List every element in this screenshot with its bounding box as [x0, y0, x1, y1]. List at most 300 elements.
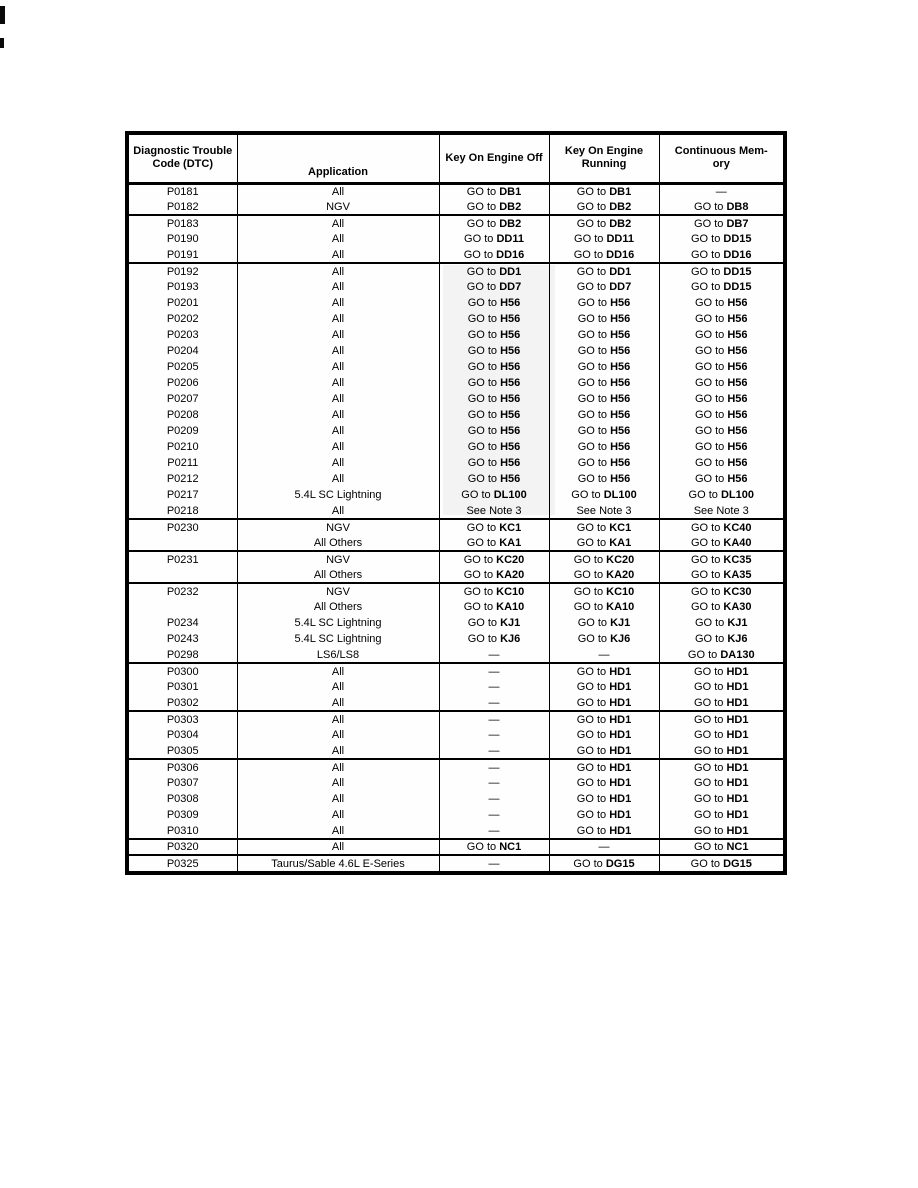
go-to-text: GO to — [694, 793, 727, 805]
cell-dtc: P0181 — [166, 185, 199, 198]
table-row — [129, 695, 783, 711]
cell-continuous-memory — [659, 343, 783, 359]
target-code: H56 — [500, 377, 521, 389]
cell-application: NGV — [237, 551, 439, 567]
cell-application: All — [237, 807, 439, 823]
cell-key-on-engine-off — [439, 487, 549, 503]
cell-key-on-engine-off — [439, 631, 549, 647]
cell-key-on-engine-running — [549, 727, 659, 743]
target-code: DB2 — [499, 200, 522, 213]
target-code: HD1 — [726, 696, 749, 709]
target-code: H56 — [500, 313, 521, 325]
cell-continuous-memory — [659, 471, 783, 487]
cell-key-on-engine-running — [549, 359, 659, 375]
go-to-text: GO to — [576, 696, 610, 709]
cell-key-on-engine-off — [439, 711, 549, 727]
cell-application: All — [237, 263, 439, 279]
target-code: KA10 — [606, 601, 635, 613]
table-row — [129, 407, 783, 423]
go-to-text: GO to — [463, 601, 497, 613]
cell-continuous-memory — [659, 295, 783, 311]
cell-key-on-engine-off — [439, 295, 549, 311]
go-to-text: GO to — [694, 729, 727, 741]
table-row — [129, 327, 783, 343]
target-code: KA1 — [609, 536, 632, 549]
cell-dtc: P0234 — [166, 617, 199, 629]
go-to-text: GO to — [576, 200, 610, 213]
cell-key-on-engine-running — [549, 535, 659, 551]
table-row — [129, 519, 783, 535]
cell-application: All — [237, 439, 439, 455]
table-row — [129, 839, 783, 855]
cell-dtc: P0192 — [166, 265, 199, 278]
go-to-text: GO to — [694, 761, 727, 774]
cell-key-on-engine-off — [439, 759, 549, 775]
target-code: KA10 — [496, 601, 525, 613]
cell-key-on-engine-running — [549, 215, 659, 231]
cell-key-on-engine-running — [549, 647, 659, 663]
cell-text: — — [488, 824, 500, 837]
cell-key-on-engine-off — [439, 599, 549, 615]
cell-continuous-memory — [659, 183, 783, 199]
target-code: KJ6 — [610, 633, 631, 645]
go-to-text: GO to — [694, 297, 728, 309]
cell-text: — — [488, 648, 500, 661]
cell-key-on-engine-running — [549, 391, 659, 407]
cell-application: All — [237, 839, 439, 855]
cell-text: — — [598, 648, 610, 661]
cell-dtc: P0303 — [166, 713, 199, 726]
table-row — [129, 279, 783, 295]
cell-application: NGV — [237, 519, 439, 535]
target-code: DG15 — [723, 857, 752, 870]
cell-application: All Others — [237, 535, 439, 551]
go-to-text: GO to — [467, 457, 501, 469]
go-to-text: GO to — [467, 329, 501, 341]
target-code: H56 — [610, 329, 631, 341]
target-code: DB2 — [499, 217, 522, 230]
cell-text: — — [488, 744, 500, 757]
go-to-text: GO to — [694, 457, 728, 469]
target-code: KJ1 — [727, 617, 748, 629]
cell-application: All — [237, 743, 439, 759]
go-to-text: GO to — [576, 217, 610, 230]
cell-application: All — [237, 423, 439, 439]
target-code: H56 — [500, 345, 521, 357]
target-code: DB2 — [609, 200, 632, 213]
cell-key-on-engine-off — [439, 407, 549, 423]
cell-application: All — [237, 759, 439, 775]
cell-key-on-engine-running — [549, 775, 659, 791]
cell-text: — — [598, 841, 610, 853]
go-to-text: GO to — [694, 217, 727, 230]
go-to-text: GO to — [577, 409, 611, 421]
table-row — [129, 631, 783, 647]
cell-application: All Others — [237, 567, 439, 583]
cell-dtc: P0308 — [166, 793, 199, 805]
cell-key-on-engine-running — [549, 407, 659, 423]
cell-key-on-engine-running — [549, 343, 659, 359]
go-to-text: GO to — [467, 345, 501, 357]
go-to-text: GO to — [690, 281, 724, 293]
cell-application: LS6/LS8 — [237, 647, 439, 663]
target-code: KC20 — [606, 553, 635, 566]
cell-application: All — [237, 695, 439, 711]
cell-key-on-engine-off — [439, 455, 549, 471]
cell-dtc: P0217 — [166, 489, 199, 501]
cell-dtc: P0212 — [166, 473, 199, 485]
target-code: H56 — [610, 361, 631, 373]
cell-text: — — [488, 696, 500, 709]
target-code: KC40 — [723, 521, 752, 534]
dtc-group — [129, 711, 783, 759]
target-code: HD1 — [609, 809, 632, 821]
go-to-text: GO to — [694, 617, 728, 629]
target-code: DB1 — [499, 185, 522, 198]
cell-key-on-engine-off — [439, 855, 549, 871]
cell-continuous-memory — [659, 839, 783, 855]
target-code: HD1 — [609, 729, 632, 741]
target-code: H56 — [610, 377, 631, 389]
target-code: HD1 — [609, 824, 632, 837]
target-code: DD7 — [609, 281, 632, 293]
cell-application: All — [237, 391, 439, 407]
go-to-text: GO to — [690, 265, 724, 278]
cell-continuous-memory — [659, 279, 783, 295]
target-code: DL100 — [493, 489, 527, 501]
dtc-group — [129, 759, 783, 839]
cell-key-on-engine-running — [549, 423, 659, 439]
cell-application: All — [237, 471, 439, 487]
target-code: H56 — [610, 457, 631, 469]
cell-text: See Note 3 — [466, 504, 522, 517]
target-code: KA20 — [496, 568, 525, 581]
cell-continuous-memory — [659, 391, 783, 407]
target-code: DD15 — [723, 265, 752, 278]
target-code: H56 — [727, 313, 748, 325]
cell-key-on-engine-off — [439, 679, 549, 695]
cell-key-on-engine-off — [439, 503, 549, 519]
target-code: HD1 — [726, 809, 749, 821]
go-to-text: GO to — [576, 729, 610, 741]
cell-continuous-memory — [659, 199, 783, 215]
cell-dtc: P0207 — [166, 393, 199, 405]
cell-continuous-memory — [659, 679, 783, 695]
cell-continuous-memory — [659, 567, 783, 583]
target-code: KC1 — [609, 521, 632, 534]
target-code: H56 — [727, 345, 748, 357]
go-to-text: GO to — [463, 585, 497, 598]
cell-dtc: P0298 — [166, 648, 199, 661]
go-to-text: GO to — [467, 393, 501, 405]
cell-key-on-engine-running — [549, 631, 659, 647]
target-code: H56 — [500, 441, 521, 453]
table-row — [129, 807, 783, 823]
go-to-text: GO to — [694, 345, 728, 357]
cell-key-on-engine-running — [549, 855, 659, 871]
cell-continuous-memory — [659, 327, 783, 343]
cell-continuous-memory — [659, 711, 783, 727]
target-code: DD16 — [606, 248, 635, 261]
target-code: KA35 — [723, 568, 752, 581]
cell-key-on-engine-running — [549, 519, 659, 535]
cell-key-on-engine-off — [439, 727, 549, 743]
table-row — [129, 759, 783, 775]
dtc-table-frame — [125, 131, 787, 875]
cell-continuous-memory — [659, 855, 783, 871]
cell-continuous-memory — [659, 583, 783, 599]
table-row — [129, 567, 783, 583]
table-row — [129, 455, 783, 471]
table-row — [129, 663, 783, 679]
cell-dtc: P0232 — [166, 585, 199, 598]
target-code: KC35 — [723, 553, 752, 566]
cell-dtc: P0307 — [166, 777, 199, 789]
cell-key-on-engine-running — [549, 615, 659, 631]
target-code: HD1 — [609, 681, 632, 693]
go-to-text: GO to — [573, 585, 607, 598]
cell-key-on-engine-off — [439, 359, 549, 375]
target-code: H56 — [727, 425, 748, 437]
cell-application: All — [237, 775, 439, 791]
cell-key-on-engine-running — [549, 663, 659, 679]
go-to-text: GO to — [690, 233, 724, 245]
go-to-text: GO to — [576, 185, 610, 198]
cell-key-on-engine-running — [549, 199, 659, 215]
target-code: H56 — [500, 329, 521, 341]
cell-dtc: P0306 — [166, 761, 199, 774]
cell-key-on-engine-off — [439, 215, 549, 231]
cell-application: All — [237, 823, 439, 839]
cell-text: — — [488, 857, 500, 870]
cell-key-on-engine-running — [549, 311, 659, 327]
target-code: DD15 — [723, 281, 752, 293]
go-to-text: GO to — [461, 489, 494, 501]
table-row — [129, 183, 783, 199]
cell-key-on-engine-off — [439, 839, 549, 855]
target-code: DB7 — [726, 217, 749, 230]
table-row — [129, 855, 783, 871]
cell-dtc: P0193 — [166, 281, 199, 293]
go-to-text: GO to — [577, 473, 611, 485]
go-to-text: GO to — [463, 248, 497, 261]
go-to-text: GO to — [576, 713, 610, 726]
go-to-text: GO to — [576, 281, 610, 293]
cell-application: All Others — [237, 599, 439, 615]
cell-continuous-memory — [659, 807, 783, 823]
go-to-text: GO to — [694, 377, 728, 389]
cell-dtc: P0191 — [166, 248, 199, 261]
table-row — [129, 215, 783, 231]
target-code: H56 — [610, 297, 631, 309]
target-code: KA20 — [606, 568, 635, 581]
go-to-text: GO to — [690, 585, 724, 598]
cell-key-on-engine-running — [549, 695, 659, 711]
cell-key-on-engine-off — [439, 663, 549, 679]
target-code: HD1 — [609, 696, 632, 709]
cell-dtc: P0325 — [166, 857, 199, 870]
target-code: H56 — [727, 329, 748, 341]
table-row — [129, 711, 783, 727]
cell-continuous-memory — [659, 823, 783, 839]
cell-key-on-engine-off — [439, 311, 549, 327]
dtc-group — [129, 583, 783, 663]
cell-continuous-memory — [659, 775, 783, 791]
cell-application: All — [237, 279, 439, 295]
target-code: HD1 — [726, 713, 749, 726]
target-code: H56 — [727, 297, 748, 309]
cell-dtc: P0301 — [166, 681, 199, 693]
target-code: H56 — [727, 457, 748, 469]
cell-text: — — [488, 761, 500, 774]
go-to-text: GO to — [687, 648, 721, 661]
cell-dtc: P0230 — [166, 521, 199, 534]
go-to-text: GO to — [694, 809, 727, 821]
cell-dtc: P0206 — [166, 377, 199, 389]
go-to-text: GO to — [577, 633, 611, 645]
go-to-text: GO to — [694, 696, 727, 709]
cell-dtc: P0231 — [166, 553, 199, 566]
cell-continuous-memory — [659, 551, 783, 567]
cell-continuous-memory — [659, 599, 783, 615]
cell-key-on-engine-off — [439, 551, 549, 567]
target-code: HD1 — [609, 777, 632, 789]
cell-continuous-memory — [659, 439, 783, 455]
go-to-text: GO to — [690, 568, 724, 581]
target-code: KJ1 — [500, 617, 521, 629]
target-code: KA40 — [723, 536, 752, 549]
cell-text: — — [488, 681, 500, 693]
cell-continuous-memory — [659, 535, 783, 551]
cell-key-on-engine-running — [549, 231, 659, 247]
go-to-text: GO to — [576, 824, 610, 837]
go-to-text: GO to — [577, 425, 611, 437]
cell-continuous-memory — [659, 311, 783, 327]
header-row — [129, 135, 783, 183]
cell-key-on-engine-off — [439, 695, 549, 711]
go-to-text: GO to — [694, 841, 727, 853]
target-code: H56 — [610, 345, 631, 357]
cell-dtc: P0309 — [166, 809, 199, 821]
cell-application: All — [237, 215, 439, 231]
go-to-text: GO to — [690, 553, 724, 566]
go-to-text: GO to — [577, 457, 611, 469]
cell-continuous-memory — [659, 759, 783, 775]
go-to-text: GO to — [577, 345, 611, 357]
target-code: H56 — [500, 297, 521, 309]
cell-key-on-engine-running — [549, 279, 659, 295]
scan-edge-mark — [0, 38, 4, 48]
table-row — [129, 423, 783, 439]
cell-continuous-memory — [659, 215, 783, 231]
cell-dtc: P0204 — [166, 345, 199, 357]
cell-key-on-engine-off — [439, 375, 549, 391]
target-code: KJ6 — [500, 633, 521, 645]
cell-application: All — [237, 231, 439, 247]
cell-dtc: P0182 — [166, 200, 199, 213]
go-to-text: GO to — [573, 568, 607, 581]
cell-continuous-memory — [659, 263, 783, 279]
go-to-text: GO to — [464, 233, 497, 245]
cell-key-on-engine-off — [439, 807, 549, 823]
go-to-text: GO to — [690, 536, 724, 549]
cell-continuous-memory — [659, 727, 783, 743]
target-code: HD1 — [726, 681, 749, 693]
go-to-text: GO to — [467, 361, 501, 373]
table-row — [129, 199, 783, 215]
cell-continuous-memory — [659, 231, 783, 247]
dtc-group — [129, 263, 783, 519]
table-row — [129, 727, 783, 743]
table-row — [129, 647, 783, 663]
cell-key-on-engine-off — [439, 583, 549, 599]
cell-key-on-engine-off — [439, 183, 549, 199]
table-row — [129, 247, 783, 263]
target-code: H56 — [610, 425, 631, 437]
scan-edge-mark — [0, 6, 5, 24]
cell-key-on-engine-running — [549, 471, 659, 487]
cell-key-on-engine-off — [439, 647, 549, 663]
cell-key-on-engine-running — [549, 487, 659, 503]
cell-continuous-memory — [659, 743, 783, 759]
target-code: H56 — [727, 393, 748, 405]
cell-application: All — [237, 407, 439, 423]
table-row — [129, 439, 783, 455]
table-row — [129, 535, 783, 551]
cell-key-on-engine-off — [439, 199, 549, 215]
go-to-text: GO to — [467, 633, 501, 645]
cell-application: All — [237, 727, 439, 743]
target-code: DB2 — [609, 217, 632, 230]
table-row — [129, 375, 783, 391]
target-code: H56 — [727, 377, 748, 389]
go-to-text: GO to — [694, 329, 728, 341]
target-code: KA1 — [499, 536, 522, 549]
go-to-text: GO to — [694, 409, 728, 421]
go-to-text: GO to — [577, 313, 611, 325]
target-code: KJ1 — [610, 617, 631, 629]
target-code: HD1 — [726, 824, 749, 837]
target-code: KC30 — [723, 585, 752, 598]
go-to-text: GO to — [463, 553, 497, 566]
target-code: DD16 — [496, 248, 525, 261]
cell-text: — — [488, 809, 500, 821]
go-to-text: GO to — [690, 601, 724, 613]
cell-key-on-engine-running — [549, 599, 659, 615]
cell-key-on-engine-running — [549, 823, 659, 839]
target-code: H56 — [727, 441, 748, 453]
cell-text: See Note 3 — [693, 504, 749, 517]
target-code: KJ6 — [727, 633, 748, 645]
cell-application: All — [237, 359, 439, 375]
go-to-text: GO to — [694, 361, 728, 373]
go-to-text: GO to — [576, 536, 610, 549]
cell-dtc: P0208 — [166, 409, 199, 421]
go-to-text: GO to — [463, 568, 497, 581]
go-to-text: GO to — [466, 185, 500, 198]
go-to-text: GO to — [577, 297, 611, 309]
column-header-dtc: Diagnostic Trouble Code (DTC) — [129, 135, 237, 183]
cell-key-on-engine-off — [439, 791, 549, 807]
target-code: DL100 — [603, 489, 637, 501]
target-code: DD11 — [606, 233, 634, 245]
cell-application: NGV — [237, 583, 439, 599]
target-code: H56 — [610, 473, 631, 485]
target-code: HD1 — [726, 793, 749, 805]
cell-dtc: P0243 — [166, 633, 199, 645]
table-row — [129, 311, 783, 327]
cell-application: NGV — [237, 199, 439, 215]
